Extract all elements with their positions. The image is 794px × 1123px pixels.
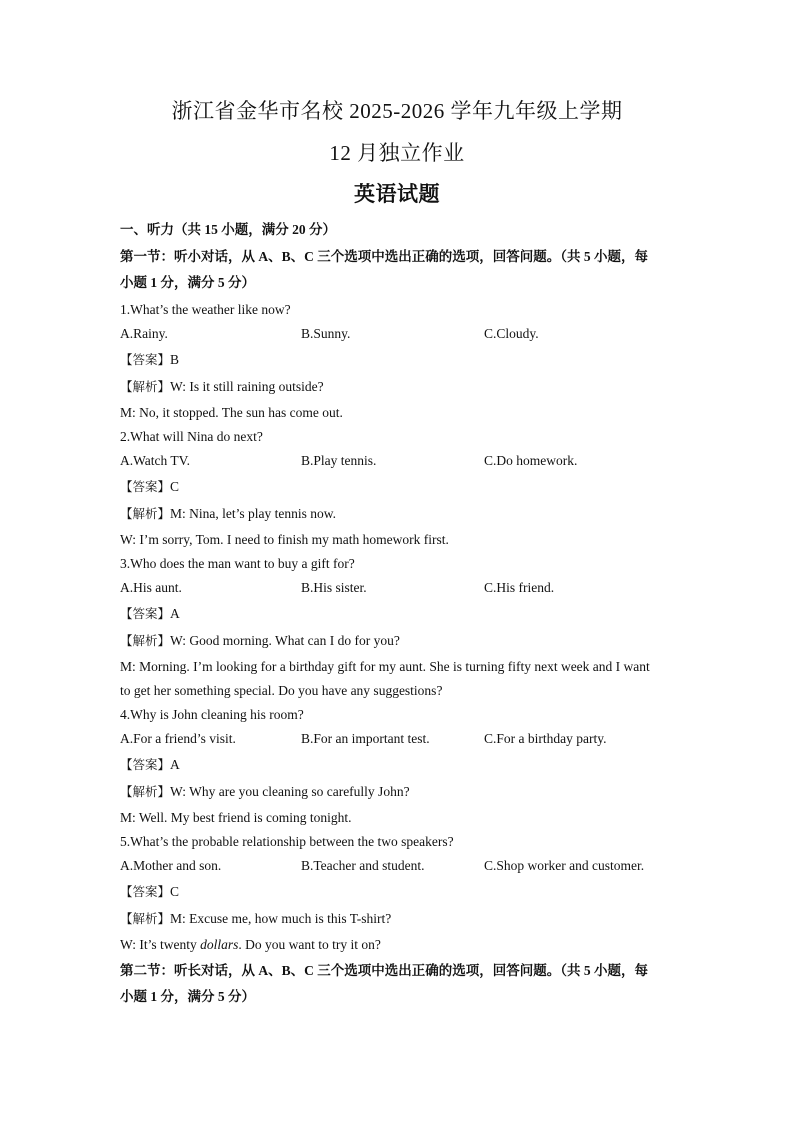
question-3-option-a: A.His aunt. bbox=[120, 580, 182, 595]
question-2-answer bbox=[120, 478, 680, 496]
question-4-analysis bbox=[120, 783, 680, 801]
question-5-answer bbox=[120, 883, 680, 901]
analysis-text: W: Good morning. What can I do for you? bbox=[170, 633, 400, 648]
analysis-label: 【解析】 bbox=[120, 911, 171, 926]
analysis-text: M: Nina, let’s play tennis now. bbox=[170, 506, 336, 521]
question-1-option-a: A.Rainy. bbox=[120, 326, 168, 341]
question-1-analysis bbox=[120, 378, 680, 396]
part2-instructions-line2: 小题 1 分，满分 5 分） bbox=[120, 989, 255, 1004]
question-1-option-c: C.Cloudy. bbox=[484, 326, 539, 341]
question-5-text: 5.What’s the probable relationship between the two speakers? bbox=[120, 834, 454, 849]
part2-instructions-line1: 第二节：听长对话，从 A、B、C 三个选项中选出正确的选项，回答问题。（共 5 小题，每 bbox=[120, 963, 649, 978]
answer-label: 【答案】 bbox=[120, 884, 171, 899]
answer-value: A bbox=[170, 757, 180, 772]
question-5-analysis-line bbox=[120, 936, 680, 954]
question-3-analysis-line: M: Morning. I’m looking for a birthday gift for my aunt. She is turning fifty next week and I want bbox=[120, 659, 650, 674]
question-3-analysis bbox=[120, 632, 680, 650]
answer-label: 【答案】 bbox=[120, 352, 171, 367]
question-2-option-b: B.Play tennis. bbox=[301, 453, 377, 468]
question-1-option-b: B.Sunny. bbox=[301, 326, 351, 341]
title-line-1: 浙江省金华市名校 2025-2026 学年九年级上学期 bbox=[171, 99, 623, 123]
question-2-analysis-line: W: I’m sorry, Tom. I need to finish my math homework first. bbox=[120, 532, 449, 547]
question-2-option-c: C.Do homework. bbox=[484, 453, 578, 468]
analysis-label: 【解析】 bbox=[120, 379, 171, 394]
analysis-label: 【解析】 bbox=[120, 506, 171, 521]
question-3-answer bbox=[120, 605, 680, 623]
part1-instructions-line2: 小题 1 分，满分 5 分） bbox=[120, 275, 255, 290]
question-2-text: 2.What will Nina do next? bbox=[120, 429, 263, 444]
title-line-2: 12 月独立作业 bbox=[329, 141, 465, 165]
question-3-option-c: C.His friend. bbox=[484, 580, 555, 595]
question-1-analysis-line: M: No, it stopped. The sun has come out. bbox=[120, 405, 343, 420]
question-4-option-c: C.For a birthday party. bbox=[484, 731, 607, 746]
subject-title: 英语试题 bbox=[354, 182, 440, 206]
part1-instructions-line1: 第一节：听小对话，从 A、B、C 三个选项中选出正确的选项，回答问题。（共 5 小题，每 bbox=[120, 249, 649, 264]
question-5-option-a: A.Mother and son. bbox=[120, 858, 222, 873]
question-4-analysis-line: M: Well. My best friend is coming tonight. bbox=[120, 810, 352, 825]
section-heading: 一、听力（共 15 小题，满分 20 分） bbox=[120, 222, 336, 237]
answer-label: 【答案】 bbox=[120, 606, 171, 621]
answer-label: 【答案】 bbox=[120, 479, 171, 494]
answer-value: A bbox=[170, 606, 180, 621]
analysis-italic-word: dollars bbox=[200, 937, 239, 952]
analysis-label: 【解析】 bbox=[120, 784, 171, 799]
question-5-option-c: C.Shop worker and customer. bbox=[484, 858, 645, 873]
question-3-text: 3.Who does the man want to buy a gift for? bbox=[120, 556, 355, 571]
question-5-analysis bbox=[120, 910, 680, 928]
answer-value: B bbox=[170, 352, 180, 367]
question-4-text: 4.Why is John cleaning his room? bbox=[120, 707, 304, 722]
analysis-text: M: Excuse me, how much is this T-shirt? bbox=[170, 911, 392, 926]
analysis-text: W: It’s twenty bbox=[120, 937, 201, 952]
question-2-option-a: A.Watch TV. bbox=[120, 453, 191, 468]
answer-value: C bbox=[170, 884, 180, 899]
question-4-option-a: A.For a friend’s visit. bbox=[120, 731, 236, 746]
question-2-analysis bbox=[120, 505, 680, 523]
analysis-text: W: Why are you cleaning so carefully John? bbox=[170, 784, 410, 799]
question-3-option-b: B.His sister. bbox=[301, 580, 367, 595]
analysis-text: . Do you want to try it on? bbox=[238, 937, 381, 952]
analysis-text: W: Is it still raining outside? bbox=[170, 379, 324, 394]
question-1-answer bbox=[120, 351, 680, 369]
question-3-analysis-line: to get her something special. Do you have any suggestions? bbox=[120, 683, 443, 698]
question-4-answer bbox=[120, 756, 680, 774]
question-5-option-b: B.Teacher and student. bbox=[301, 858, 425, 873]
question-1-text: 1.What’s the weather like now? bbox=[120, 302, 291, 317]
answer-label: 【答案】 bbox=[120, 757, 171, 772]
question-4-option-b: B.For an important test. bbox=[301, 731, 430, 746]
analysis-label: 【解析】 bbox=[120, 633, 171, 648]
answer-value: C bbox=[170, 479, 180, 494]
